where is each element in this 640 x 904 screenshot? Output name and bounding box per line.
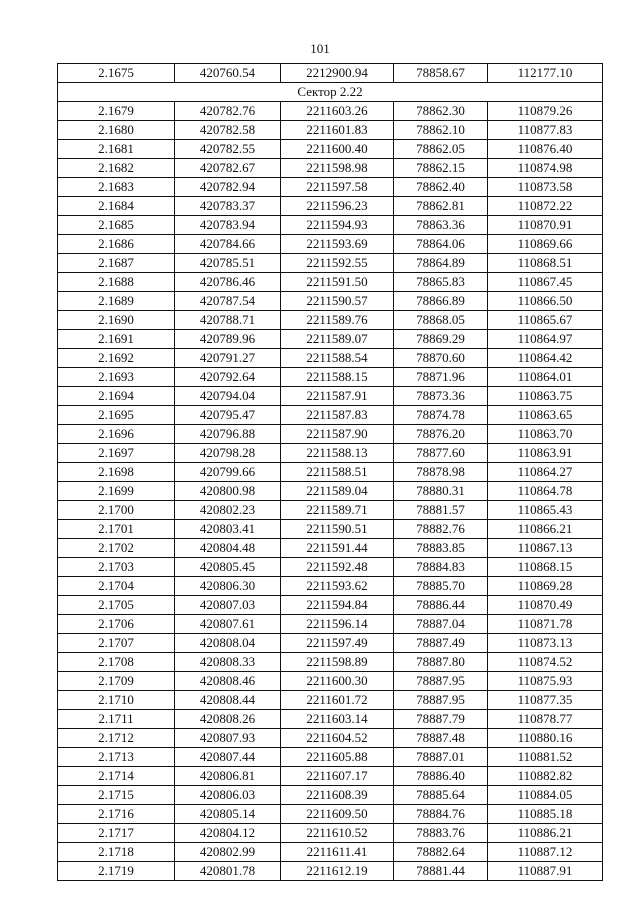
point-id-cell: 2.1694 <box>58 387 175 406</box>
table-row <box>58 273 603 292</box>
coordinate-cell: 78862.30 <box>394 102 488 121</box>
table-row <box>58 482 603 501</box>
coordinate-cell: 2211589.04 <box>281 482 394 501</box>
coordinate-cell: 110874.52 <box>488 653 603 672</box>
coordinate-cell: 2211590.51 <box>281 520 394 539</box>
coordinate-cell: 78882.76 <box>394 520 488 539</box>
table-row <box>58 292 603 311</box>
coordinates-table <box>57 63 603 881</box>
coordinate-cell: 420782.94 <box>175 178 281 197</box>
coordinate-cell: 78887.79 <box>394 710 488 729</box>
coordinate-cell: 110866.50 <box>488 292 603 311</box>
point-id-cell: 2.1706 <box>58 615 175 634</box>
coordinate-cell: 78862.40 <box>394 178 488 197</box>
point-id-cell: 2.1702 <box>58 539 175 558</box>
coordinate-cell: 110863.91 <box>488 444 603 463</box>
table-row <box>58 216 603 235</box>
coordinate-cell: 2211605.88 <box>281 748 394 767</box>
coordinate-cell: 112177.10 <box>488 64 603 83</box>
table-row <box>58 311 603 330</box>
table-row <box>58 387 603 406</box>
coordinate-cell: 420802.23 <box>175 501 281 520</box>
coordinate-cell: 2211593.62 <box>281 577 394 596</box>
coordinate-cell: 2211591.44 <box>281 539 394 558</box>
coordinate-cell: 420808.04 <box>175 634 281 653</box>
coordinate-cell: 110873.58 <box>488 178 603 197</box>
coordinate-cell: 110868.51 <box>488 254 603 273</box>
coordinate-cell: 78862.15 <box>394 159 488 178</box>
coordinate-cell: 78869.29 <box>394 330 488 349</box>
coordinate-cell: 2211589.07 <box>281 330 394 349</box>
coordinate-cell: 420782.67 <box>175 159 281 178</box>
coordinate-cell: 110868.15 <box>488 558 603 577</box>
coordinate-cell: 110864.27 <box>488 463 603 482</box>
coordinate-cell: 110876.40 <box>488 140 603 159</box>
coordinate-cell: 2211598.89 <box>281 653 394 672</box>
coordinate-cell: 78885.70 <box>394 577 488 596</box>
coordinate-cell: 420808.44 <box>175 691 281 710</box>
table-row <box>58 444 603 463</box>
coordinate-cell: 2211593.69 <box>281 235 394 254</box>
coordinate-cell: 110875.93 <box>488 672 603 691</box>
coordinate-cell: 2211604.52 <box>281 729 394 748</box>
coordinate-cell: 78864.06 <box>394 235 488 254</box>
coordinate-cell: 110869.28 <box>488 577 603 596</box>
table-row <box>58 615 603 634</box>
point-id-cell: 2.1715 <box>58 786 175 805</box>
coordinate-cell: 2211587.83 <box>281 406 394 425</box>
coordinate-cell: 78874.78 <box>394 406 488 425</box>
coordinate-cell: 78886.40 <box>394 767 488 786</box>
table-row <box>58 368 603 387</box>
coordinate-cell: 420806.81 <box>175 767 281 786</box>
coordinate-cell: 420783.94 <box>175 216 281 235</box>
point-id-cell: 2.1689 <box>58 292 175 311</box>
table-row <box>58 653 603 672</box>
table-row <box>58 425 603 444</box>
coordinate-cell: 78858.67 <box>394 64 488 83</box>
coordinate-cell: 78862.10 <box>394 121 488 140</box>
section-header-row <box>58 83 603 102</box>
coordinate-cell: 2211612.19 <box>281 862 394 881</box>
coordinate-cell: 420800.98 <box>175 482 281 501</box>
coordinate-cell: 110871.78 <box>488 615 603 634</box>
coordinate-cell: 78881.44 <box>394 862 488 881</box>
coordinate-cell: 2211601.72 <box>281 691 394 710</box>
coordinate-cell: 2211588.51 <box>281 463 394 482</box>
coordinate-cell: 110887.91 <box>488 862 603 881</box>
coordinate-cell: 2211587.90 <box>281 425 394 444</box>
coordinate-cell: 78886.44 <box>394 596 488 615</box>
coordinate-cell: 110885.18 <box>488 805 603 824</box>
coordinate-cell: 110867.13 <box>488 539 603 558</box>
point-id-cell: 2.1714 <box>58 767 175 786</box>
coordinate-cell: 78887.01 <box>394 748 488 767</box>
coordinates-table-body <box>58 64 603 881</box>
coordinate-cell: 78884.83 <box>394 558 488 577</box>
coordinate-cell: 2211591.50 <box>281 273 394 292</box>
coordinate-cell: 420782.58 <box>175 121 281 140</box>
coordinate-cell: 420804.12 <box>175 824 281 843</box>
coordinate-cell: 420788.71 <box>175 311 281 330</box>
table-row <box>58 596 603 615</box>
table-row <box>58 330 603 349</box>
table-row <box>58 197 603 216</box>
coordinate-cell: 78866.89 <box>394 292 488 311</box>
point-id-cell: 2.1716 <box>58 805 175 824</box>
coordinate-cell: 110887.12 <box>488 843 603 862</box>
coordinate-cell: 110884.05 <box>488 786 603 805</box>
coordinate-cell: 420784.66 <box>175 235 281 254</box>
coordinate-cell: 78882.64 <box>394 843 488 862</box>
point-id-cell: 2.1687 <box>58 254 175 273</box>
coordinate-cell: 2211588.54 <box>281 349 394 368</box>
coordinate-cell: 110865.43 <box>488 501 603 520</box>
coordinate-cell: 420794.04 <box>175 387 281 406</box>
coordinate-cell: 420791.27 <box>175 349 281 368</box>
point-id-cell: 2.1684 <box>58 197 175 216</box>
coordinate-cell: 2211587.91 <box>281 387 394 406</box>
coordinate-cell: 110864.78 <box>488 482 603 501</box>
point-id-cell: 2.1692 <box>58 349 175 368</box>
coordinate-cell: 420805.45 <box>175 558 281 577</box>
coordinate-cell: 110878.77 <box>488 710 603 729</box>
point-id-cell: 2.1691 <box>58 330 175 349</box>
coordinate-cell: 2211588.15 <box>281 368 394 387</box>
table-row <box>58 786 603 805</box>
coordinate-cell: 110877.83 <box>488 121 603 140</box>
point-id-cell: 2.1705 <box>58 596 175 615</box>
table-row <box>58 805 603 824</box>
coordinate-cell: 2211600.40 <box>281 140 394 159</box>
coordinate-cell: 78868.05 <box>394 311 488 330</box>
coordinate-cell: 420782.76 <box>175 102 281 121</box>
coordinate-cell: 78876.20 <box>394 425 488 444</box>
coordinate-cell: 420803.41 <box>175 520 281 539</box>
coordinate-cell: 2211594.84 <box>281 596 394 615</box>
coordinate-cell: 2211609.50 <box>281 805 394 824</box>
coordinate-cell: 2211596.23 <box>281 197 394 216</box>
point-id-cell: 2.1704 <box>58 577 175 596</box>
coordinate-cell: 78887.95 <box>394 672 488 691</box>
coordinate-cell: 2211607.17 <box>281 767 394 786</box>
coordinate-cell: 110873.13 <box>488 634 603 653</box>
table-row <box>58 102 603 121</box>
coordinate-cell: 2211588.13 <box>281 444 394 463</box>
coordinate-cell: 2211590.57 <box>281 292 394 311</box>
coordinate-cell: 78883.85 <box>394 539 488 558</box>
coordinate-cell: 78887.80 <box>394 653 488 672</box>
coordinate-cell: 420808.46 <box>175 672 281 691</box>
coordinate-cell: 78885.64 <box>394 786 488 805</box>
point-id-cell: 2.1707 <box>58 634 175 653</box>
coordinate-cell: 420785.51 <box>175 254 281 273</box>
table-row <box>58 539 603 558</box>
table-row <box>58 672 603 691</box>
coordinate-cell: 110870.49 <box>488 596 603 615</box>
point-id-cell: 2.1712 <box>58 729 175 748</box>
coordinate-cell: 78877.60 <box>394 444 488 463</box>
coordinate-cell: 2211594.93 <box>281 216 394 235</box>
table-row <box>58 577 603 596</box>
coordinate-cell: 78863.36 <box>394 216 488 235</box>
coordinate-cell: 420801.78 <box>175 862 281 881</box>
table-row <box>58 501 603 520</box>
coordinate-cell: 110864.97 <box>488 330 603 349</box>
point-id-cell: 2.1681 <box>58 140 175 159</box>
coordinate-cell: 78871.96 <box>394 368 488 387</box>
coordinate-cell: 2211597.58 <box>281 178 394 197</box>
coordinate-cell: 78865.83 <box>394 273 488 292</box>
coordinate-cell: 110867.45 <box>488 273 603 292</box>
coordinate-cell: 110874.98 <box>488 159 603 178</box>
coordinate-cell: 78870.60 <box>394 349 488 368</box>
coordinate-cell: 110882.82 <box>488 767 603 786</box>
point-id-cell: 2.1710 <box>58 691 175 710</box>
coordinate-cell: 2211610.52 <box>281 824 394 843</box>
coordinate-cell: 420808.26 <box>175 710 281 729</box>
table-row <box>58 140 603 159</box>
table-row <box>58 121 603 140</box>
table-row <box>58 691 603 710</box>
coordinate-cell: 110880.16 <box>488 729 603 748</box>
table-row <box>58 349 603 368</box>
page-number: 101 <box>310 41 330 56</box>
coordinate-cell: 78880.31 <box>394 482 488 501</box>
coordinate-cell: 110879.26 <box>488 102 603 121</box>
coordinate-cell: 2211603.14 <box>281 710 394 729</box>
point-id-cell: 2.1698 <box>58 463 175 482</box>
point-id-cell: 2.1713 <box>58 748 175 767</box>
point-id-cell: 2.1701 <box>58 520 175 539</box>
coordinate-cell: 110863.75 <box>488 387 603 406</box>
coordinate-cell: 420806.30 <box>175 577 281 596</box>
point-id-cell: 2.1685 <box>58 216 175 235</box>
coordinate-cell: 2211597.49 <box>281 634 394 653</box>
coordinate-cell: 420805.14 <box>175 805 281 824</box>
table-row <box>58 710 603 729</box>
coordinate-cell: 2211589.71 <box>281 501 394 520</box>
coordinate-cell: 110866.21 <box>488 520 603 539</box>
coordinate-cell: 420795.47 <box>175 406 281 425</box>
coordinate-cell: 420789.96 <box>175 330 281 349</box>
point-id-cell: 2.1675 <box>58 64 175 83</box>
coordinate-cell: 78864.89 <box>394 254 488 273</box>
table-row <box>58 178 603 197</box>
coordinate-cell: 420807.61 <box>175 615 281 634</box>
coordinate-cell: 2211611.41 <box>281 843 394 862</box>
coordinate-cell: 420808.33 <box>175 653 281 672</box>
coordinate-cell: 110865.67 <box>488 311 603 330</box>
point-id-cell: 2.1680 <box>58 121 175 140</box>
point-id-cell: 2.1700 <box>58 501 175 520</box>
point-id-cell: 2.1717 <box>58 824 175 843</box>
coordinate-cell: 110886.21 <box>488 824 603 843</box>
coordinate-cell: 420806.03 <box>175 786 281 805</box>
table-row <box>58 634 603 653</box>
table-row <box>58 406 603 425</box>
coordinate-cell: 420799.66 <box>175 463 281 482</box>
coordinate-cell: 420786.46 <box>175 273 281 292</box>
coordinate-cell: 420787.54 <box>175 292 281 311</box>
table-row <box>58 235 603 254</box>
coordinate-cell: 420804.48 <box>175 539 281 558</box>
point-id-cell: 2.1703 <box>58 558 175 577</box>
coordinate-cell: 78884.76 <box>394 805 488 824</box>
coordinate-cell: 420807.03 <box>175 596 281 615</box>
point-id-cell: 2.1686 <box>58 235 175 254</box>
coordinate-cell: 2211608.39 <box>281 786 394 805</box>
section-title: Сектор 2.22 <box>58 83 603 102</box>
table-row <box>58 824 603 843</box>
table-row <box>58 558 603 577</box>
point-id-cell: 2.1719 <box>58 862 175 881</box>
coordinate-cell: 420760.54 <box>175 64 281 83</box>
coordinate-cell: 110881.52 <box>488 748 603 767</box>
coordinate-cell: 420796.88 <box>175 425 281 444</box>
coordinate-cell: 78881.57 <box>394 501 488 520</box>
coordinate-cell: 110877.35 <box>488 691 603 710</box>
coordinate-cell: 78873.36 <box>394 387 488 406</box>
point-id-cell: 2.1690 <box>58 311 175 330</box>
point-id-cell: 2.1688 <box>58 273 175 292</box>
table-row <box>58 843 603 862</box>
coordinate-cell: 78878.98 <box>394 463 488 482</box>
coordinate-cell: 2212900.94 <box>281 64 394 83</box>
table-row <box>58 520 603 539</box>
coordinate-cell: 2211589.76 <box>281 311 394 330</box>
coordinate-cell: 78887.95 <box>394 691 488 710</box>
coordinate-cell: 420798.28 <box>175 444 281 463</box>
table-row <box>58 159 603 178</box>
table-row <box>58 64 603 83</box>
coordinate-cell: 78862.81 <box>394 197 488 216</box>
coordinate-cell: 2211596.14 <box>281 615 394 634</box>
coordinate-cell: 110864.42 <box>488 349 603 368</box>
coordinate-cell: 420802.99 <box>175 843 281 862</box>
coordinate-cell: 78887.04 <box>394 615 488 634</box>
coordinate-cell: 78887.48 <box>394 729 488 748</box>
point-id-cell: 2.1695 <box>58 406 175 425</box>
point-id-cell: 2.1682 <box>58 159 175 178</box>
table-row <box>58 767 603 786</box>
coordinate-cell: 2211603.26 <box>281 102 394 121</box>
coordinate-cell: 110864.01 <box>488 368 603 387</box>
point-id-cell: 2.1708 <box>58 653 175 672</box>
coordinate-cell: 2211600.30 <box>281 672 394 691</box>
point-id-cell: 2.1679 <box>58 102 175 121</box>
point-id-cell: 2.1718 <box>58 843 175 862</box>
point-id-cell: 2.1683 <box>58 178 175 197</box>
coordinate-cell: 2211592.48 <box>281 558 394 577</box>
coordinate-cell: 110863.65 <box>488 406 603 425</box>
coordinate-cell: 2211592.55 <box>281 254 394 273</box>
coordinate-cell: 420792.64 <box>175 368 281 387</box>
coordinate-cell: 110863.70 <box>488 425 603 444</box>
point-id-cell: 2.1697 <box>58 444 175 463</box>
point-id-cell: 2.1699 <box>58 482 175 501</box>
table-row <box>58 862 603 881</box>
coordinate-cell: 110869.66 <box>488 235 603 254</box>
coordinate-cell: 110872.22 <box>488 197 603 216</box>
coordinate-cell: 2211601.83 <box>281 121 394 140</box>
table-row <box>58 729 603 748</box>
coordinate-cell: 78883.76 <box>394 824 488 843</box>
point-id-cell: 2.1696 <box>58 425 175 444</box>
coordinate-cell: 2211598.98 <box>281 159 394 178</box>
coordinate-cell: 420807.44 <box>175 748 281 767</box>
table-row <box>58 254 603 273</box>
point-id-cell: 2.1693 <box>58 368 175 387</box>
coordinate-cell: 420783.37 <box>175 197 281 216</box>
point-id-cell: 2.1709 <box>58 672 175 691</box>
coordinate-cell: 420807.93 <box>175 729 281 748</box>
coordinate-cell: 78862.05 <box>394 140 488 159</box>
coordinate-cell: 110870.91 <box>488 216 603 235</box>
coordinate-cell: 420782.55 <box>175 140 281 159</box>
point-id-cell: 2.1711 <box>58 710 175 729</box>
coordinate-cell: 78887.49 <box>394 634 488 653</box>
table-row <box>58 748 603 767</box>
table-row <box>58 463 603 482</box>
